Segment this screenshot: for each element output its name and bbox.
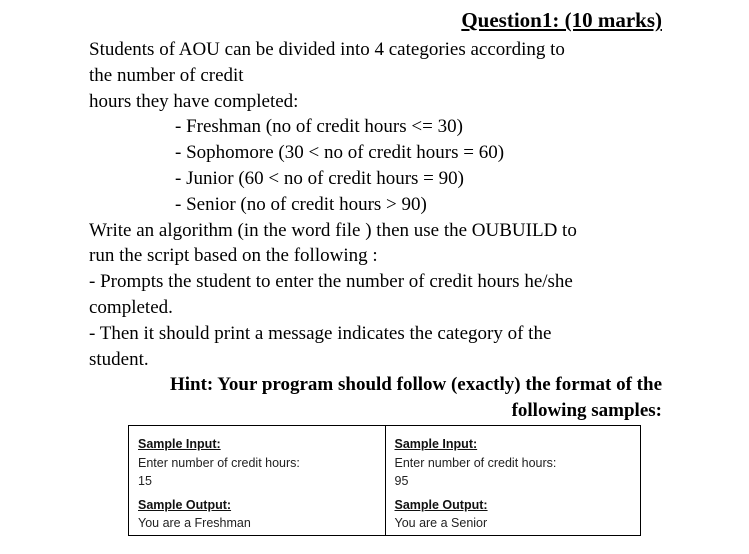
sample-input-value: 95 [394, 474, 409, 488]
sample-output-heading: Sample Output: [394, 497, 488, 512]
task-line-4: completed. [89, 296, 173, 318]
task-line-5: - Then it should print a message indicates the category of the [89, 322, 552, 344]
hint-line-1: Hint: Your program should follow (exactly) the format of the [169, 374, 662, 396]
question-title: Question1: (10 marks) [461, 8, 662, 32]
sample-output-value: You are a Senior [394, 516, 488, 530]
intro-line-1: Students of AOU can be divided into 4 categories according to [89, 39, 565, 60]
question-body [89, 37, 679, 424]
task-line-3: - Prompts the student to enter the number of credit hours he/she [89, 271, 573, 293]
sample-column-1 [129, 426, 385, 535]
task-line-6: student. [89, 348, 149, 370]
sample-prompt: Enter number of credit hours: [394, 455, 557, 470]
category-junior: - Junior (60 < no of credit hours = 90) [175, 167, 464, 189]
sample-prompt: Enter number of credit hours: [138, 455, 300, 470]
task-line-1: Write an algorithm (in the word file ) then use the OUBUILD to [89, 219, 577, 241]
hint-line-2: following samples: [511, 400, 662, 422]
sample-output-value: You are a Freshman [138, 516, 251, 530]
sample-column-2 [385, 426, 641, 535]
intro-line-2: the number of credit [89, 64, 244, 86]
intro-line-3: hours they have completed: [89, 90, 299, 112]
sample-output-heading: Sample Output: [138, 497, 232, 512]
sample-input-value: 15 [138, 474, 152, 488]
category-senior: - Senior (no of credit hours > 90) [175, 193, 427, 215]
sample-input-heading: Sample Input: [138, 437, 221, 451]
sample-table [128, 425, 641, 536]
sample-input-heading: Sample Input: [394, 437, 478, 451]
category-sophomore: - Sophomore (30 < no of credit hours = 60) [175, 142, 505, 164]
category-freshman: - Freshman (no of credit hours <= 30) [175, 116, 463, 138]
task-line-2: run the script based on the following : [89, 245, 378, 267]
